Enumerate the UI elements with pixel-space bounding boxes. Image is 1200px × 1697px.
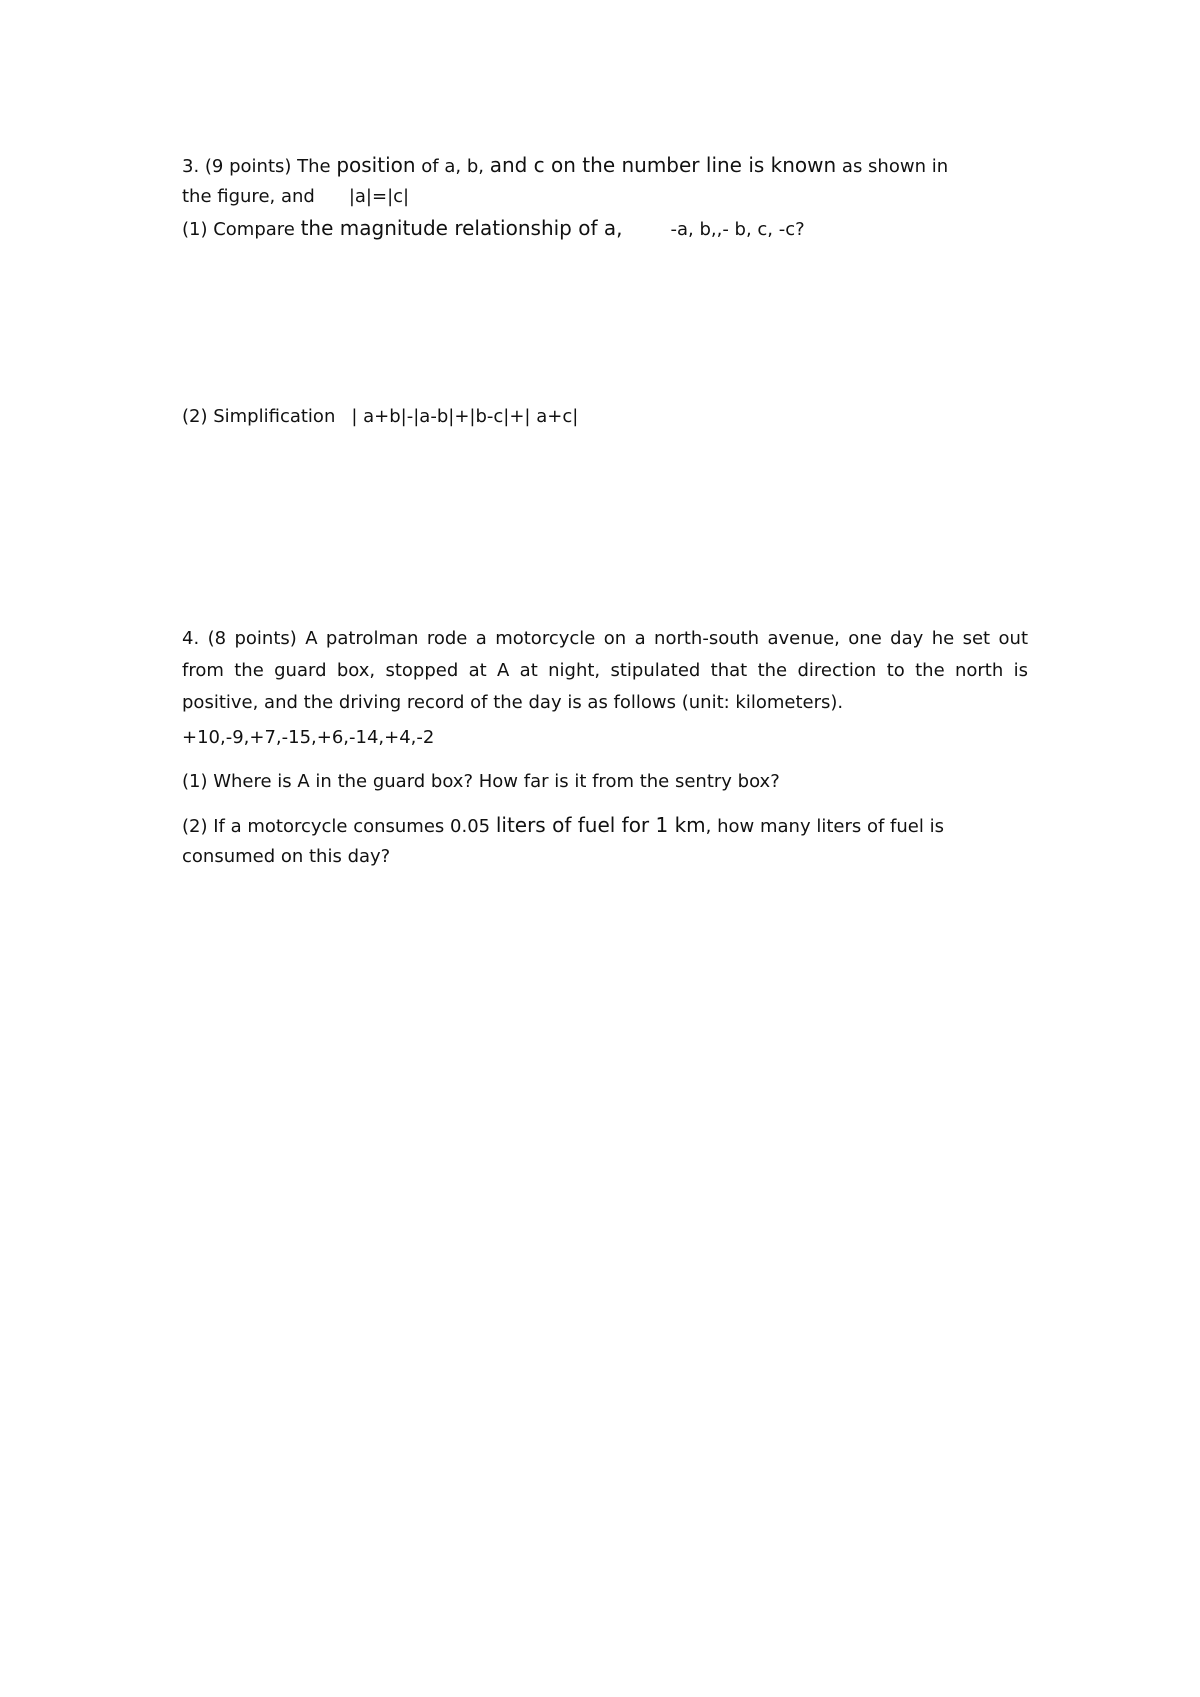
q4-part2-text: , how many liters of fuel is <box>705 816 944 837</box>
q3-part1 <box>182 216 805 242</box>
q3-text: position <box>336 153 416 177</box>
q4-statement-line1: 4. (8 points) A patrolman rode a motorcycle on a north-south avenue, one day he set out <box>182 628 1028 649</box>
q3-statement-line1 <box>182 153 948 179</box>
q4-driving-record: +10,-9,+7,-15,+6,-14,+4,-2 <box>182 727 435 748</box>
q3-text: 3. (9 points) The <box>182 156 337 177</box>
q3-part2 <box>182 405 578 429</box>
q3-condition: |a|=|c| <box>348 186 410 207</box>
q3-statement-line2 <box>182 185 409 209</box>
q4-part2-text: (2) If a motorcycle consumes 0.05 <box>182 816 496 837</box>
q4-part2-text: liters of fuel for 1 km <box>495 813 706 837</box>
q4-part2-line2: consumed on this day? <box>182 846 391 867</box>
q3-text: and c on the number line is known <box>489 153 837 177</box>
q3-text: of a, b, <box>415 156 490 177</box>
q3-part1-text: the magnitude relationship of a, <box>300 216 623 240</box>
q3-text: the figure, and <box>182 186 315 207</box>
q3-part2-text: (2) Simplification <box>182 406 336 427</box>
q4-part1: (1) Where is A in the guard box? How far is it from the sentry box? <box>182 771 780 792</box>
q4-part2-line1 <box>182 813 944 839</box>
q4-statement-line2: from the guard box, stopped at A at night, stipulated that the direction to the north is <box>182 660 1028 681</box>
q3-part1-text: (1) Compare <box>182 219 301 240</box>
q3-text: as shown in <box>836 156 949 177</box>
q4-statement-line3: positive, and the driving record of the day is as follows (unit: kilometers). <box>182 692 844 713</box>
q3-part2-expression: | a+b|-|a-b|+|b-c|+| a+c| <box>351 406 579 427</box>
q3-part1-values: -a, b,,- b, c, -c? <box>670 219 805 240</box>
